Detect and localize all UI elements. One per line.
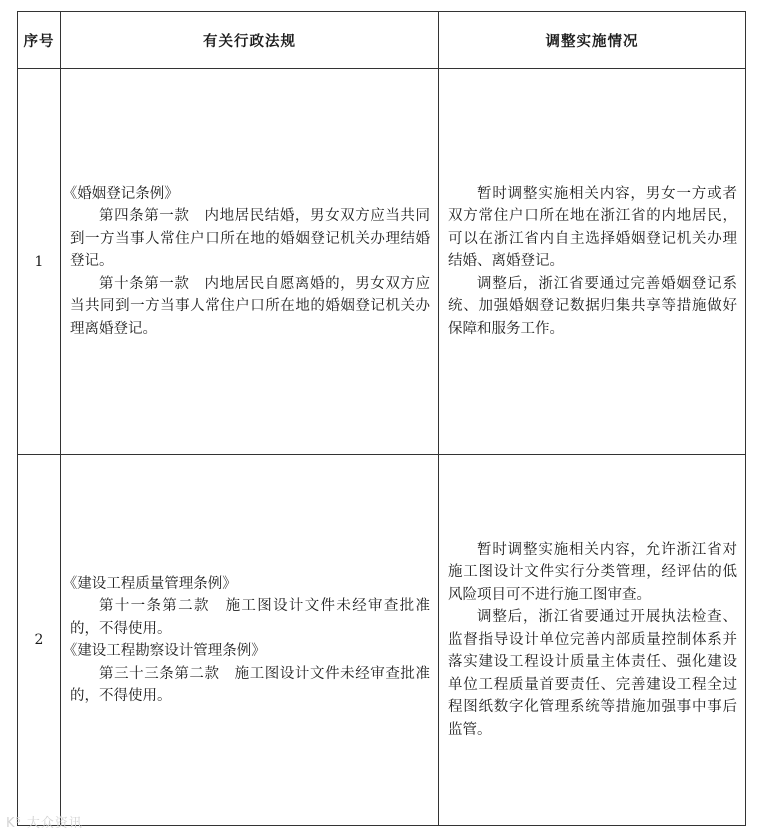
- regulation-title: 《建设工程勘察设计管理条例》: [62, 643, 266, 659]
- adjustment-paragraph: 暂时调整实施相关内容，允许浙江省对施工图设计文件实行分类管理，经评估的低风险项目可不进行施工图审查。: [448, 541, 737, 603]
- watermark-logo: K⁵ 大众资讯: [6, 816, 83, 831]
- adjustment-paragraph: 调整后，浙江省要通过开展执法检查、监督指导设计单位完善内部质量控制体系并落实建设工程设计质量主体责任、强化建设单位工程质量首要责任、完善建设工程全过程图纸数字化管理系统等措施加强事中事后监管。: [448, 609, 737, 738]
- regulation-clause: 第四条第一款 内地居民结婚，男女双方应当共同到一方当事人常住户口所在地的婚姻登记机关办理结婚登记。: [70, 208, 430, 270]
- regulation-adjustment-table: [17, 11, 746, 826]
- adjustment-paragraph: 暂时调整实施相关内容，男女一方或者双方常住户口所在地在浙江省的内地居民，可以在浙江省内自主选择婚姻登记机关办理结婚、离婚登记。: [448, 185, 737, 270]
- header-adjustment: 调整实施情况: [439, 12, 746, 69]
- regulation-title: 《建设工程质量管理条例》: [62, 575, 237, 592]
- row-index: 2: [18, 455, 61, 826]
- adjustment-paragraph: 调整后，浙江省要通过完善婚姻登记系统、加强婚姻登记数据归集共享等措施做好保障和服务工作。: [448, 275, 737, 337]
- header-regulation: 有关行政法规: [61, 12, 439, 69]
- regulation-title: 《婚姻登记条例》: [62, 185, 179, 202]
- table-row: [18, 455, 746, 826]
- table-row: [18, 69, 746, 455]
- regulation-cell: [61, 455, 439, 826]
- regulation-clause: 第十条第一款 内地居民自愿离婚的，男女双方应当共同到一方当事人常住户口所在地的婚姻登记机关办理离婚登记。: [70, 275, 430, 337]
- regulation-clause: 第三十三条第二款 施工图设计文件未经审查批准的，不得使用。: [70, 665, 430, 704]
- regulation-cell: [61, 69, 439, 455]
- regulation-clause: 第十一条第二款 施工图设计文件未经审查批准的，不得使用。: [70, 598, 430, 637]
- row-index: 1: [18, 69, 61, 455]
- header-index: 序号: [18, 12, 61, 69]
- adjustment-cell: [439, 455, 746, 826]
- table-header-row: [18, 12, 746, 69]
- adjustment-cell: [439, 69, 746, 455]
